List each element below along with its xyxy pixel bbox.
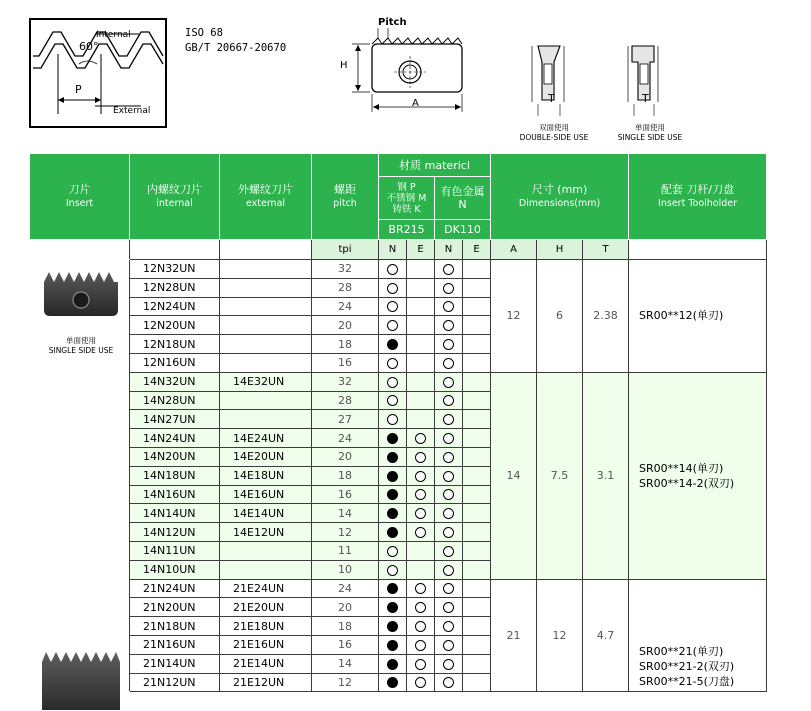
internal-code: 21N16UN <box>130 635 220 654</box>
internal-code: 14N27UN <box>130 410 220 429</box>
header-nonferrous: 有色金属 N <box>435 177 491 220</box>
filled-circle-icon <box>387 527 398 538</box>
internal-code: 14N24UN <box>130 429 220 448</box>
grade-mark-n1 <box>379 485 407 504</box>
subheader-t: T <box>583 240 629 260</box>
internal-code: 14N14UN <box>130 504 220 523</box>
filled-circle-icon <box>387 339 398 350</box>
table-header <box>30 154 767 240</box>
grade-mark-n2 <box>435 579 463 598</box>
empty-circle-icon <box>415 602 426 613</box>
empty-circle-icon <box>443 602 454 613</box>
grade-mark-e2 <box>463 335 491 354</box>
insert-image-double <box>36 650 126 710</box>
internal-code: 14N28UN <box>130 391 220 410</box>
filled-circle-icon <box>387 489 398 500</box>
empty-circle-icon <box>387 395 398 406</box>
grade-mark-n2 <box>435 654 463 673</box>
internal-code: 14N10UN <box>130 560 220 579</box>
double-side-caption-cn: 双面使用 <box>539 123 569 132</box>
external-code: 21E14UN <box>220 654 312 673</box>
empty-circle-icon <box>443 264 454 275</box>
toolholder-list <box>629 260 767 373</box>
empty-circle-icon <box>443 546 454 557</box>
grade-mark-n2 <box>435 391 463 410</box>
grade-mark-n2 <box>435 541 463 560</box>
grade-mark-n2 <box>435 598 463 617</box>
tpi-value: 16 <box>312 635 379 654</box>
grade-mark-n1 <box>379 654 407 673</box>
double-side-graphic <box>510 40 600 120</box>
grade-mark-n1 <box>379 617 407 636</box>
internal-code: 14N18UN <box>130 466 220 485</box>
dimension-t: 4.7 <box>583 579 629 692</box>
subheader-tpi: tpi <box>312 240 379 260</box>
grade-mark-n1 <box>379 523 407 542</box>
internal-code: 21N12UN <box>130 673 220 692</box>
grade-mark-n1 <box>379 278 407 297</box>
table-row <box>30 372 767 391</box>
grade-mark-n1 <box>379 353 407 372</box>
grade-mark-n1 <box>379 579 407 598</box>
grade-mark-e2 <box>463 260 491 279</box>
empty-circle-icon <box>443 358 454 369</box>
grade-mark-n1 <box>379 335 407 354</box>
header-internal: 内螺纹刀片 internal <box>130 154 220 240</box>
grade-mark-e2 <box>463 635 491 654</box>
thread-profile-diagram <box>29 18 167 128</box>
empty-circle-icon <box>387 414 398 425</box>
tpi-value: 24 <box>312 579 379 598</box>
header-pitch: 螺距 pitch <box>312 154 379 240</box>
grade-mark-n2 <box>435 410 463 429</box>
empty-circle-icon <box>443 471 454 482</box>
empty-circle-icon <box>415 677 426 688</box>
table-subheader <box>30 240 767 260</box>
external-code <box>220 316 312 335</box>
grade-mark-e2 <box>463 429 491 448</box>
empty-circle-icon <box>443 640 454 651</box>
grade-mark-n2 <box>435 673 463 692</box>
grade-mark-e2 <box>463 353 491 372</box>
internal-code: 14N12UN <box>130 523 220 542</box>
empty-circle-icon <box>387 301 398 312</box>
grade-mark-e1 <box>407 541 435 560</box>
grade-mark-n1 <box>379 297 407 316</box>
single-side-caption-en: SINGLE SIDE USE <box>617 133 683 142</box>
filled-circle-icon <box>387 471 398 482</box>
grade-mark-n2 <box>435 617 463 636</box>
grade-mark-e1 <box>407 372 435 391</box>
toolholder-item: SR00**21-2(双刃) <box>639 660 735 674</box>
spec-table <box>29 153 767 692</box>
filled-circle-icon <box>387 659 398 670</box>
empty-circle-icon <box>415 452 426 463</box>
subheader-internal-blank <box>130 240 220 260</box>
grade-mark-e1 <box>407 391 435 410</box>
external-code: 14E18UN <box>220 466 312 485</box>
grade-mark-n2 <box>435 260 463 279</box>
grade-mark-e2 <box>463 278 491 297</box>
grade-mark-e2 <box>463 673 491 692</box>
external-code: 14E16UN <box>220 485 312 504</box>
empty-circle-icon <box>415 527 426 538</box>
double-side-caption-en: DOUBLE-SIDE USE <box>519 133 589 142</box>
double-insert-icon <box>36 650 126 710</box>
internal-code: 21N20UN <box>130 598 220 617</box>
grade-mark-n1 <box>379 447 407 466</box>
grade-mark-e1 <box>407 617 435 636</box>
grade-mark-n1 <box>379 560 407 579</box>
grade-mark-e1 <box>407 598 435 617</box>
subheader-holder-blank <box>629 240 767 260</box>
external-code: 14E32UN <box>220 372 312 391</box>
grade-mark-e1 <box>407 560 435 579</box>
subheader-external-blank <box>220 240 312 260</box>
grade-mark-e2 <box>463 617 491 636</box>
double-side-view <box>510 40 600 148</box>
dimension-a: 12 <box>491 260 537 373</box>
subheader-insert-blank <box>30 240 130 260</box>
dimension-h: 12 <box>537 579 583 692</box>
insert-caption-en: SINGLE SIDE USE <box>48 346 114 355</box>
empty-circle-icon <box>443 621 454 632</box>
insert-caption-cn: 单面使用 <box>66 336 96 345</box>
subheader-n1: N <box>379 240 407 260</box>
grade-mark-n1 <box>379 541 407 560</box>
external-code: 21E12UN <box>220 673 312 692</box>
grade-mark-e1 <box>407 297 435 316</box>
dimension-t: 2.38 <box>583 260 629 373</box>
grade-mark-n2 <box>435 523 463 542</box>
grade-mark-e2 <box>463 410 491 429</box>
empty-circle-icon <box>415 583 426 594</box>
empty-circle-icon <box>443 527 454 538</box>
internal-code: 12N20UN <box>130 316 220 335</box>
grade-mark-e2 <box>463 391 491 410</box>
grade-mark-e1 <box>407 353 435 372</box>
tpi-value: 32 <box>312 260 379 279</box>
grade-mark-n1 <box>379 598 407 617</box>
tpi-value: 16 <box>312 485 379 504</box>
grade-mark-n2 <box>435 353 463 372</box>
grade-mark-n2 <box>435 560 463 579</box>
internal-code: 14N11UN <box>130 541 220 560</box>
filled-circle-icon <box>387 602 398 613</box>
grade-mark-e1 <box>407 673 435 692</box>
empty-circle-icon <box>443 414 454 425</box>
grade-mark-n2 <box>435 372 463 391</box>
grade-mark-n1 <box>379 635 407 654</box>
grade-mark-e1 <box>407 447 435 466</box>
single-side-graphic <box>606 40 696 120</box>
tpi-value: 16 <box>312 353 379 372</box>
empty-circle-icon <box>443 489 454 500</box>
grade-mark-e2 <box>463 466 491 485</box>
grade-mark-e1 <box>407 316 435 335</box>
grade-mark-n2 <box>435 635 463 654</box>
insert-image-single <box>36 268 126 356</box>
tpi-value: 14 <box>312 504 379 523</box>
external-code <box>220 297 312 316</box>
grade-mark-n2 <box>435 504 463 523</box>
height-label: H <box>340 60 348 71</box>
empty-circle-icon <box>443 677 454 688</box>
header-toolholder: 配套 刀杆/刀盘 Insert Toolholder <box>629 154 767 240</box>
tpi-value: 28 <box>312 278 379 297</box>
single-side-caption-cn: 单面使用 <box>635 123 665 132</box>
toolholder-item: SR00**14-2(双刃) <box>639 476 735 490</box>
tpi-value: 27 <box>312 410 379 429</box>
grade-mark-e2 <box>463 297 491 316</box>
dimension-h: 6 <box>537 260 583 373</box>
grade-mark-e1 <box>407 485 435 504</box>
grade-mark-n2 <box>435 485 463 504</box>
filled-circle-icon <box>387 640 398 651</box>
grade-mark-e1 <box>407 654 435 673</box>
external-code <box>220 353 312 372</box>
grade-mark-n2 <box>435 466 463 485</box>
grade-mark-n1 <box>379 429 407 448</box>
internal-code: 14N32UN <box>130 372 220 391</box>
external-code <box>220 410 312 429</box>
tpi-value: 20 <box>312 447 379 466</box>
tpi-value: 32 <box>312 372 379 391</box>
filled-circle-icon <box>387 452 398 463</box>
empty-circle-icon <box>443 583 454 594</box>
toolholder-item: SR00**14(单刃) <box>639 461 724 475</box>
empty-circle-icon <box>415 508 426 519</box>
table-body <box>30 260 767 692</box>
filled-circle-icon <box>387 583 398 594</box>
grade-mark-e2 <box>463 504 491 523</box>
empty-circle-icon <box>387 565 398 576</box>
toolholder-list <box>629 579 767 692</box>
tpi-value: 10 <box>312 560 379 579</box>
tpi-value: 11 <box>312 541 379 560</box>
empty-circle-icon <box>443 659 454 670</box>
empty-circle-icon <box>443 452 454 463</box>
insert-outline-graphic <box>338 16 468 116</box>
grade-mark-n2 <box>435 429 463 448</box>
subheader-e1: E <box>407 240 435 260</box>
grade-mark-e2 <box>463 447 491 466</box>
grade-mark-n1 <box>379 372 407 391</box>
grade-mark-n1 <box>379 391 407 410</box>
internal-code: 14N16UN <box>130 485 220 504</box>
tpi-value: 28 <box>312 391 379 410</box>
tpi-value: 12 <box>312 673 379 692</box>
grade-mark-e1 <box>407 335 435 354</box>
external-code: 21E18UN <box>220 617 312 636</box>
empty-circle-icon <box>387 377 398 388</box>
internal-code: 14N20UN <box>130 447 220 466</box>
grade-mark-e1 <box>407 429 435 448</box>
single-side-view <box>606 40 696 148</box>
grade-mark-e2 <box>463 654 491 673</box>
grade-mark-n1 <box>379 466 407 485</box>
external-code: 21E24UN <box>220 579 312 598</box>
grade-mark-n2 <box>435 316 463 335</box>
grade-mark-e2 <box>463 372 491 391</box>
internal-code: 12N24UN <box>130 297 220 316</box>
grade-mark-e2 <box>463 560 491 579</box>
empty-circle-icon <box>415 489 426 500</box>
empty-circle-icon <box>387 358 398 369</box>
empty-circle-icon <box>443 433 454 444</box>
internal-code: 12N16UN <box>130 353 220 372</box>
empty-circle-icon <box>443 320 454 331</box>
dimension-a: 14 <box>491 372 537 579</box>
header-material: 材质 matericl <box>379 154 491 177</box>
empty-circle-icon <box>415 640 426 651</box>
grade-mark-e1 <box>407 278 435 297</box>
empty-circle-icon <box>443 283 454 294</box>
grade-mark-n1 <box>379 504 407 523</box>
external-code <box>220 260 312 279</box>
header-steel: 钢 P 不锈钢 M 铸铁 K <box>379 177 435 220</box>
internal-code: 21N18UN <box>130 617 220 636</box>
pitch-label: Pitch <box>378 17 407 28</box>
empty-circle-icon <box>415 659 426 670</box>
grade-mark-e2 <box>463 316 491 335</box>
external-code <box>220 335 312 354</box>
empty-circle-icon <box>387 264 398 275</box>
empty-circle-icon <box>443 339 454 350</box>
grade-mark-e2 <box>463 579 491 598</box>
tpi-value: 24 <box>312 297 379 316</box>
toolholder-item: SR00**12(单刃) <box>639 309 724 323</box>
table-row <box>30 579 767 598</box>
table-row <box>30 260 767 279</box>
tpi-value: 18 <box>312 466 379 485</box>
grade-mark-e1 <box>407 635 435 654</box>
tpi-value: 18 <box>312 617 379 636</box>
external-code: 14E20UN <box>220 447 312 466</box>
header-grade-dk110: DK110 <box>435 220 491 240</box>
internal-code: 21N14UN <box>130 654 220 673</box>
grade-mark-e2 <box>463 523 491 542</box>
toolholder-list <box>629 372 767 579</box>
empty-circle-icon <box>415 621 426 632</box>
double-side-t-label: T <box>548 92 555 105</box>
external-code: 21E16UN <box>220 635 312 654</box>
filled-circle-icon <box>387 433 398 444</box>
grade-mark-e1 <box>407 504 435 523</box>
tpi-value: 12 <box>312 523 379 542</box>
empty-circle-icon <box>443 508 454 519</box>
empty-circle-icon <box>387 283 398 294</box>
tpi-value: 14 <box>312 654 379 673</box>
angle-label: 60° <box>79 40 99 53</box>
empty-circle-icon <box>443 301 454 312</box>
grade-mark-e1 <box>407 579 435 598</box>
header-insert: 刀片 Insert <box>30 154 130 240</box>
empty-circle-icon <box>415 471 426 482</box>
internal-code: 21N24UN <box>130 579 220 598</box>
filled-circle-icon <box>387 508 398 519</box>
grade-mark-n1 <box>379 260 407 279</box>
external-code <box>220 541 312 560</box>
dimension-h: 7.5 <box>537 372 583 579</box>
grade-mark-n1 <box>379 316 407 335</box>
insert-dimension-drawing <box>338 16 468 116</box>
empty-circle-icon <box>443 395 454 406</box>
grade-mark-n2 <box>435 297 463 316</box>
subheader-a: A <box>491 240 537 260</box>
header-dimensions: 尺寸 (mm) Dimensions(mm) <box>491 154 629 240</box>
grade-mark-e1 <box>407 260 435 279</box>
grade-mark-n2 <box>435 447 463 466</box>
tpi-value: 24 <box>312 429 379 448</box>
external-code: 21E20UN <box>220 598 312 617</box>
external-code: 14E12UN <box>220 523 312 542</box>
grade-mark-e2 <box>463 598 491 617</box>
external-label: External <box>113 106 151 116</box>
empty-circle-icon <box>387 546 398 557</box>
header-grade-br215: BR215 <box>379 220 435 240</box>
external-code <box>220 391 312 410</box>
toolholder-item: SR00**21-5(刀盘) <box>639 675 735 689</box>
grade-mark-n1 <box>379 673 407 692</box>
grade-mark-n2 <box>435 278 463 297</box>
internal-code: 12N18UN <box>130 335 220 354</box>
dimension-a: 21 <box>491 579 537 692</box>
subheader-h: H <box>537 240 583 260</box>
empty-circle-icon <box>443 377 454 388</box>
width-label: A <box>412 98 419 109</box>
toolholder-item: SR00**21(单刃) <box>639 645 724 659</box>
filled-circle-icon <box>387 677 398 688</box>
tpi-value: 18 <box>312 335 379 354</box>
grade-mark-e2 <box>463 485 491 504</box>
grade-mark-e1 <box>407 466 435 485</box>
grade-mark-n2 <box>435 335 463 354</box>
subheader-e2: E <box>463 240 491 260</box>
single-side-t-label: T <box>642 92 649 105</box>
pitch-symbol: P <box>75 83 82 96</box>
empty-circle-icon <box>415 433 426 444</box>
standard-iso: ISO 68 <box>185 27 223 39</box>
grade-mark-n1 <box>379 410 407 429</box>
grade-mark-e1 <box>407 410 435 429</box>
single-insert-icon <box>36 268 126 320</box>
tpi-value: 20 <box>312 316 379 335</box>
standard-gb: GB/T 20667-20670 <box>185 42 287 54</box>
grade-mark-e1 <box>407 523 435 542</box>
external-code <box>220 278 312 297</box>
external-code: 14E14UN <box>220 504 312 523</box>
internal-label: Internal <box>96 30 131 40</box>
tpi-value: 20 <box>312 598 379 617</box>
filled-circle-icon <box>387 621 398 632</box>
empty-circle-icon <box>443 565 454 576</box>
subheader-n2: N <box>435 240 463 260</box>
header-external: 外螺纹刀片 external <box>220 154 312 240</box>
grade-mark-e2 <box>463 541 491 560</box>
internal-code: 12N32UN <box>130 260 220 279</box>
internal-code: 12N28UN <box>130 278 220 297</box>
empty-circle-icon <box>387 320 398 331</box>
external-code <box>220 560 312 579</box>
external-code: 14E24UN <box>220 429 312 448</box>
dimension-t: 3.1 <box>583 372 629 579</box>
